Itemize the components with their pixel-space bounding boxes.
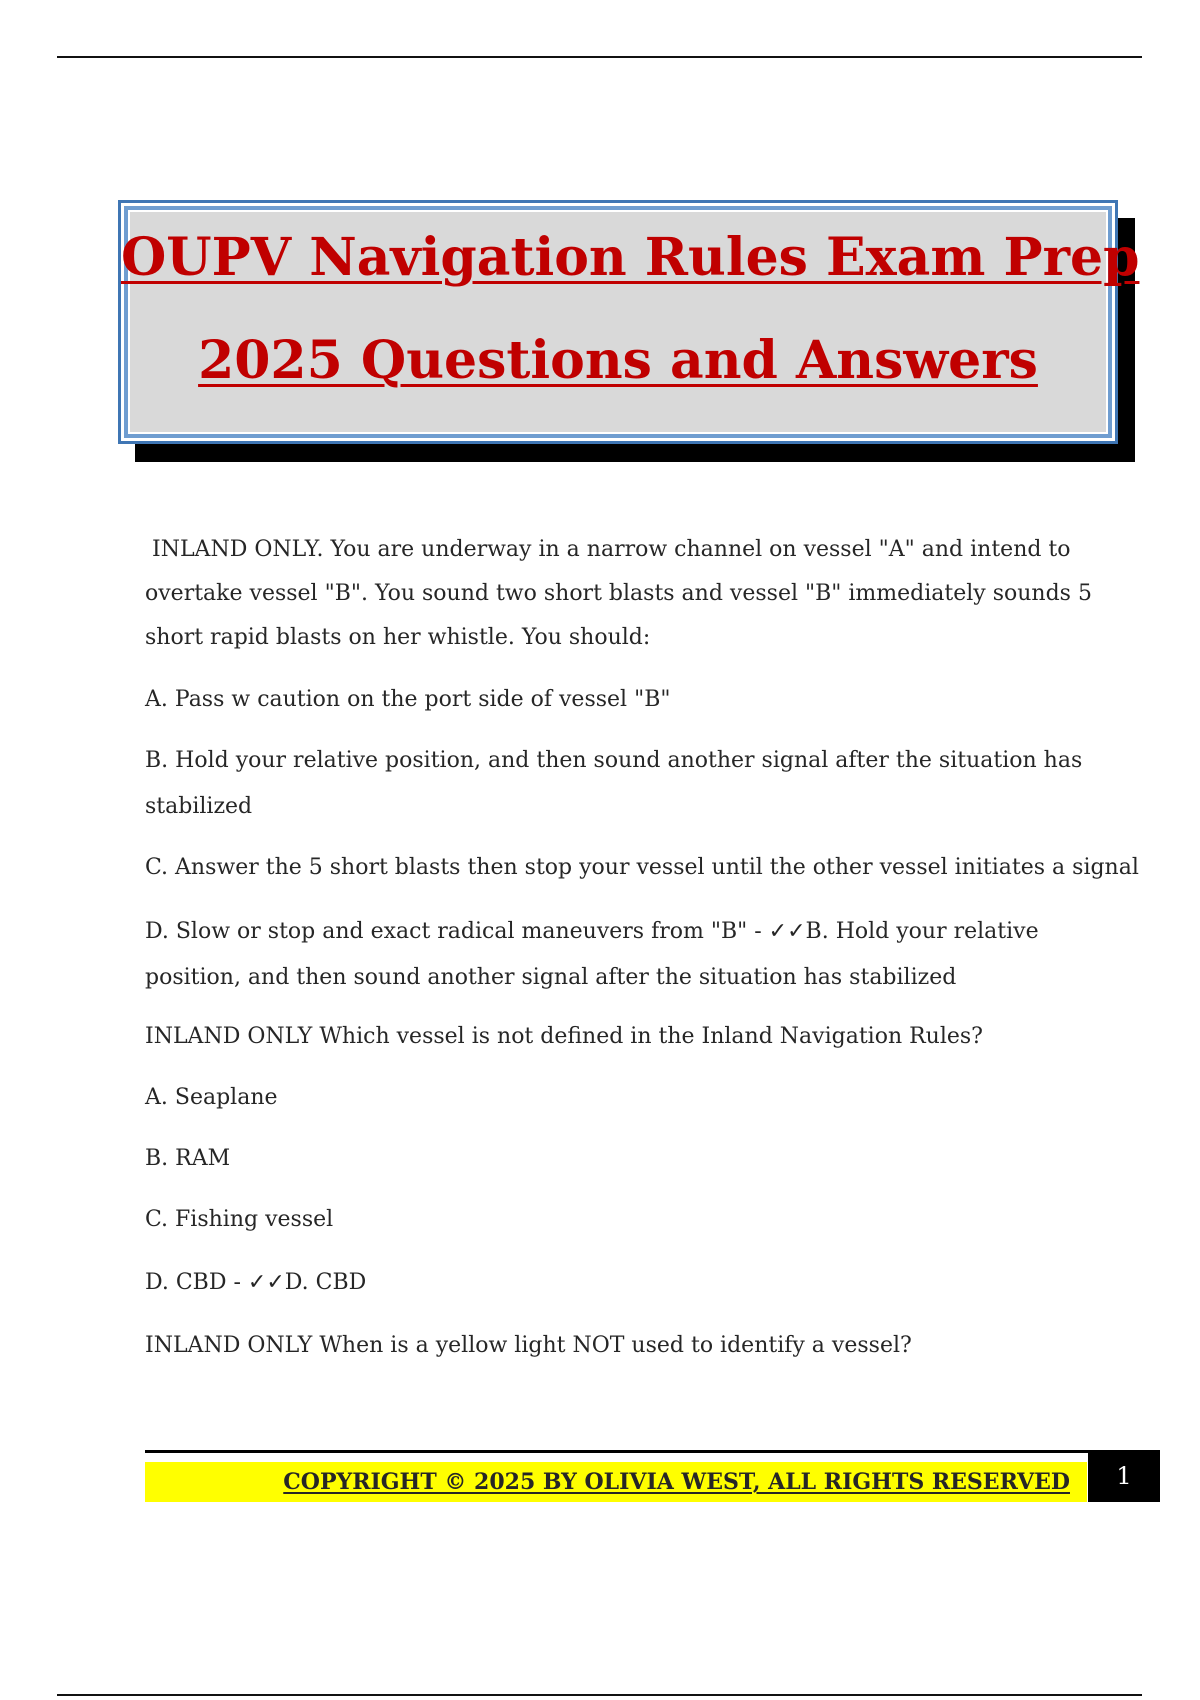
question-3-prompt: INLAND ONLY When is a yellow light NOT used to identify a vessel? bbox=[145, 1333, 912, 1358]
question-1-option-b-line-1: B. Hold your relative position, and then sound another signal after the situation has bbox=[145, 748, 1083, 773]
question-2-option-c: C. Fishing vessel bbox=[145, 1207, 334, 1232]
question-1-option-d-line-2: position, and then sound another signal after the situation has stabilized bbox=[145, 965, 957, 990]
question-2-option-a: A. Seaplane bbox=[145, 1085, 278, 1110]
title-line-2: 2025 Questions and Answers bbox=[198, 330, 1038, 391]
top-rule bbox=[57, 56, 1142, 58]
question-1-option-a: A. Pass w caution on the port side of vessel "B" bbox=[145, 687, 671, 712]
question-1-prompt-line-2: overtake vessel "B". You sound two short blasts and vessel "B" immediately sounds 5 bbox=[145, 581, 1092, 606]
question-1-option-b-line-2: stabilized bbox=[145, 794, 253, 819]
question-2-option-d: D. CBD - ✓✓D. CBD bbox=[145, 1270, 367, 1295]
title-box bbox=[118, 200, 1140, 444]
document-body bbox=[145, 528, 1139, 1368]
footer-rule bbox=[145, 1450, 1090, 1453]
page-number: 1 bbox=[1088, 1450, 1160, 1502]
question-1-prompt-line-3: short rapid blasts on her whistle. You should: bbox=[145, 625, 651, 650]
question-2-option-b: B. RAM bbox=[145, 1146, 231, 1171]
question-1-option-c: C. Answer the 5 short blasts then stop your vessel until the other vessel initiates a signal bbox=[145, 855, 1139, 880]
question-1-prompt-line-1: INLAND ONLY. You are underway in a narrow channel on vessel "A" and intend to bbox=[152, 537, 1071, 562]
footer-copyright: COPYRIGHT © 2025 BY OLIVIA WEST, ALL RIGHTS RESERVED bbox=[283, 1469, 1070, 1495]
bottom-rule bbox=[57, 1694, 1142, 1696]
title-line-1: OUPV Navigation Rules Exam Prep bbox=[121, 227, 1140, 288]
question-1-option-d-line-1: D. Slow or stop and exact radical maneuvers from "B" - ✓✓B. Hold your relative bbox=[145, 919, 1039, 944]
question-2-prompt: INLAND ONLY Which vessel is not defined in the Inland Navigation Rules? bbox=[145, 1024, 983, 1049]
